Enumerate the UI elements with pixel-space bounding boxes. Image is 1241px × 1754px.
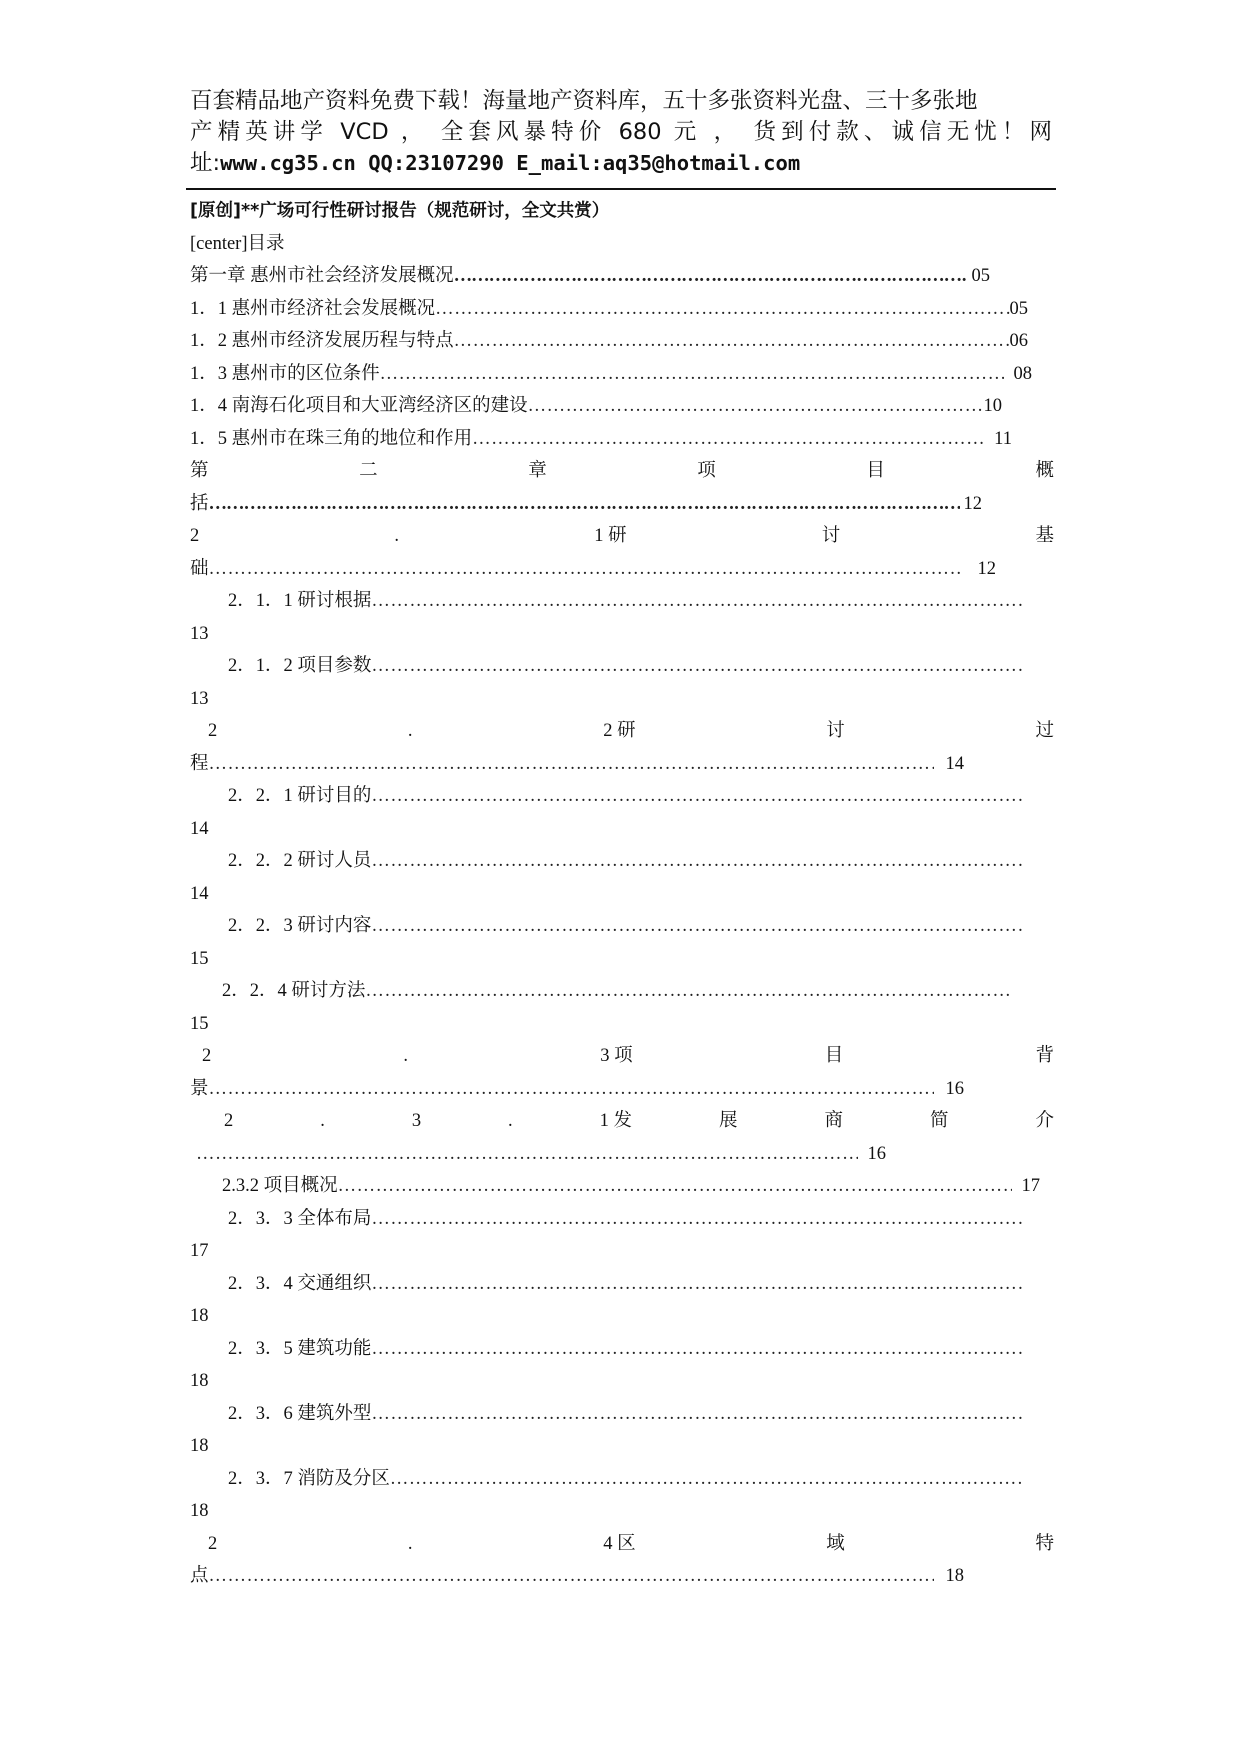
toc-fragment: 商	[824, 1111, 843, 1131]
toc-page: 18	[190, 1501, 209, 1521]
toc-label: 2．3．4 交通组织	[228, 1273, 372, 1294]
toc-page: 13	[190, 688, 209, 709]
toc-leader	[371, 910, 1022, 943]
toc-fragment: 目	[866, 461, 885, 481]
toc-leader	[371, 1398, 1022, 1431]
toc-entry	[190, 1170, 1040, 1203]
toc-fragment: 项	[697, 461, 716, 481]
toc-label: 2．3．7 消防及分区	[228, 1468, 390, 1489]
document-title: [原创]**广场可行性研讨报告（规范研讨，全文共赏）	[190, 201, 610, 221]
toc-fragment: 3 项	[600, 1046, 633, 1066]
toc-label: 2．2．1 研讨目的	[228, 786, 372, 806]
toc-fragment: 2	[208, 1533, 218, 1554]
toc-leader	[371, 650, 1022, 683]
toc-entry	[190, 488, 982, 521]
toc-label: 景	[190, 1078, 209, 1099]
toc-fragment: .	[407, 721, 413, 741]
toc-leader	[209, 553, 960, 586]
toc-page: 15	[190, 948, 209, 969]
toc-entry	[190, 585, 1022, 618]
document-body	[190, 195, 1054, 1593]
toc-label: 1．2 惠州市经济发展历程与特点	[190, 331, 454, 351]
toc-entry	[190, 260, 990, 293]
toc-leader	[209, 1073, 934, 1106]
toc-label: 2．1．1 研讨根据	[228, 591, 372, 611]
toc-leader	[371, 780, 1022, 813]
toc-entry	[190, 650, 1022, 683]
url-prefix: 址:	[190, 150, 221, 176]
toc-fragment: 域	[826, 1533, 845, 1554]
toc-fragment: 4 区	[603, 1533, 636, 1554]
toc-leader	[365, 975, 1012, 1008]
toc-label: 1．5 惠州市在珠三角的地位和作用	[190, 428, 473, 449]
toc-label: 础	[190, 558, 209, 579]
toc-leader	[371, 585, 1022, 618]
toc-leader	[196, 1138, 858, 1171]
toc-page: 08	[1013, 363, 1032, 384]
toc-entry	[190, 780, 1022, 813]
toc-entry	[190, 293, 1028, 326]
toc-fragment: 二	[359, 461, 378, 481]
toc-leader	[371, 1203, 1022, 1236]
toc-fragment: .	[508, 1111, 513, 1131]
toc-fragment: 简	[929, 1111, 949, 1131]
toc-fragment: 讨	[821, 526, 841, 546]
toc-leader	[435, 293, 1009, 326]
toc-fragment: .	[394, 526, 400, 546]
toc-fragment: 特	[1035, 1533, 1054, 1554]
toc-leader	[371, 845, 1022, 878]
toc-entry	[190, 975, 1012, 1008]
toc-label: 2．2．3 研讨内容	[228, 916, 372, 936]
toc-fragment: 1 发	[599, 1111, 633, 1131]
toc-entry	[190, 845, 1022, 878]
toc-label: 2．3．5 建筑功能	[228, 1338, 372, 1359]
toc-page: 18	[190, 1371, 209, 1391]
toc-fragment: 展	[718, 1111, 738, 1131]
toc-fragment: .	[407, 1533, 413, 1554]
toc-fragment: 目	[824, 1046, 844, 1066]
toc-label: 第一章 惠州市社会经济发展概况	[190, 266, 454, 286]
toc-page: 16	[867, 1143, 886, 1164]
toc-page: 13	[190, 623, 209, 644]
toc-entry	[190, 423, 1012, 456]
toc-fragment: 概	[1035, 461, 1054, 481]
toc-fragment: 2	[208, 721, 218, 741]
toc-fragment: 2	[190, 526, 200, 546]
toc-page: 18	[190, 1306, 209, 1326]
toc-page: 14	[945, 753, 964, 774]
toc-page: 18	[945, 1566, 964, 1586]
toc-fragment: 2	[202, 1046, 212, 1066]
toc-fragment: 章	[528, 461, 547, 481]
toc-page: 14	[190, 818, 209, 839]
toc-page: 15	[190, 1013, 209, 1034]
toc-entry	[190, 1463, 1022, 1496]
toc-fragment: 第	[190, 461, 209, 481]
toc-page: 17	[190, 1241, 209, 1261]
toc-label: 2.3.2 项目概况	[222, 1176, 338, 1196]
toc-fragment: 基	[1035, 526, 1054, 546]
toc-entry	[190, 1203, 1022, 1236]
toc-leader	[371, 1333, 1022, 1366]
toc-fragment: 2	[224, 1111, 234, 1131]
toc-fragment: 背	[1035, 1046, 1054, 1066]
toc-entry	[190, 553, 996, 586]
toc-fragment: 2 研	[603, 721, 636, 741]
toc-entry-split	[190, 455, 1054, 488]
toc-entry	[190, 1268, 1022, 1301]
toc-label: 2．3．6 建筑外型	[228, 1403, 372, 1424]
toc-label: 1．1 惠州市经济社会发展概况	[190, 298, 436, 319]
toc-page: 11	[994, 428, 1012, 449]
toc-label: 程	[190, 753, 209, 774]
toc-entry-split	[190, 715, 1054, 748]
toc-heading: [center]目录	[190, 233, 285, 254]
toc-fragment: 3	[411, 1111, 422, 1131]
toc-entry	[190, 390, 1002, 423]
toc-entry	[190, 1138, 886, 1171]
toc-leader	[454, 260, 968, 293]
toc-entry-split	[190, 520, 1054, 553]
toc-label: 1．4 南海石化项目和大亚湾经济区的建设	[190, 396, 528, 416]
toc-fragment: 过	[1035, 721, 1054, 741]
toc-fragment: .	[320, 1111, 325, 1131]
toc-entry	[190, 1398, 1022, 1431]
advert-line-1: 百套精品地产资料免费下载！海量地产资料库，五十多张资料光盘、三十多张地	[190, 88, 978, 114]
toc-leader	[209, 488, 960, 521]
toc-entry	[190, 910, 1022, 943]
advert-line-2: 产精英讲学 VCD ， 全套风暴特价 680 元 ， 货到付款、诚信无忧！网	[190, 119, 1052, 145]
toc-leader	[338, 1170, 1012, 1203]
toc-fragment: 讨	[826, 721, 845, 741]
toc-entry-split	[190, 1105, 1054, 1138]
toc-entry	[190, 748, 964, 781]
toc-page: 18	[190, 1436, 209, 1456]
toc-label: 2．2．4 研讨方法	[222, 981, 366, 1001]
toc-label: 2．2．2 研讨人员	[228, 851, 372, 871]
toc-entry-split	[190, 1040, 1054, 1073]
toc-leader	[472, 423, 986, 456]
toc-label: 括	[190, 493, 209, 514]
toc-entry	[190, 1560, 964, 1593]
toc-page: 12	[977, 558, 996, 579]
advert-header	[190, 86, 1052, 179]
toc-fragment: .	[403, 1046, 409, 1066]
toc-label: 1．3 惠州市的区位条件	[190, 363, 380, 384]
toc-leader	[209, 748, 934, 781]
toc-fragment: 1 研	[594, 526, 627, 546]
toc-entry	[190, 358, 1032, 391]
toc-entry	[190, 1333, 1022, 1366]
header-divider	[186, 188, 1056, 190]
toc-label: 2．3．3 全体布局	[228, 1208, 372, 1229]
toc-page: 05	[971, 266, 990, 286]
toc-entry-split	[190, 1528, 1054, 1561]
toc-leader	[390, 1463, 1022, 1496]
toc-leader	[528, 390, 984, 423]
toc-leader	[454, 325, 1010, 358]
toc-leader	[209, 1560, 934, 1593]
toc-page: 12	[963, 493, 982, 514]
toc-page: 06	[1009, 331, 1028, 351]
toc-page: 14	[190, 883, 209, 904]
contact-info: www.cg35.cn QQ:23107290 E_mail:aq35@hotmail.com	[220, 151, 801, 175]
toc-page: 10	[983, 396, 1002, 416]
toc-page: 05	[1009, 298, 1028, 319]
toc-label: 2．1．2 项目参数	[228, 656, 372, 676]
toc-page: 16	[945, 1078, 964, 1099]
toc-page: 17	[1021, 1176, 1040, 1196]
toc-fragment: 介	[1035, 1111, 1054, 1131]
toc-entry	[190, 325, 1028, 358]
toc-entry	[190, 1073, 964, 1106]
advert-line-3	[190, 148, 1052, 179]
toc-label: 点	[190, 1566, 209, 1586]
toc-leader	[371, 1268, 1022, 1301]
toc-leader	[380, 358, 1004, 391]
